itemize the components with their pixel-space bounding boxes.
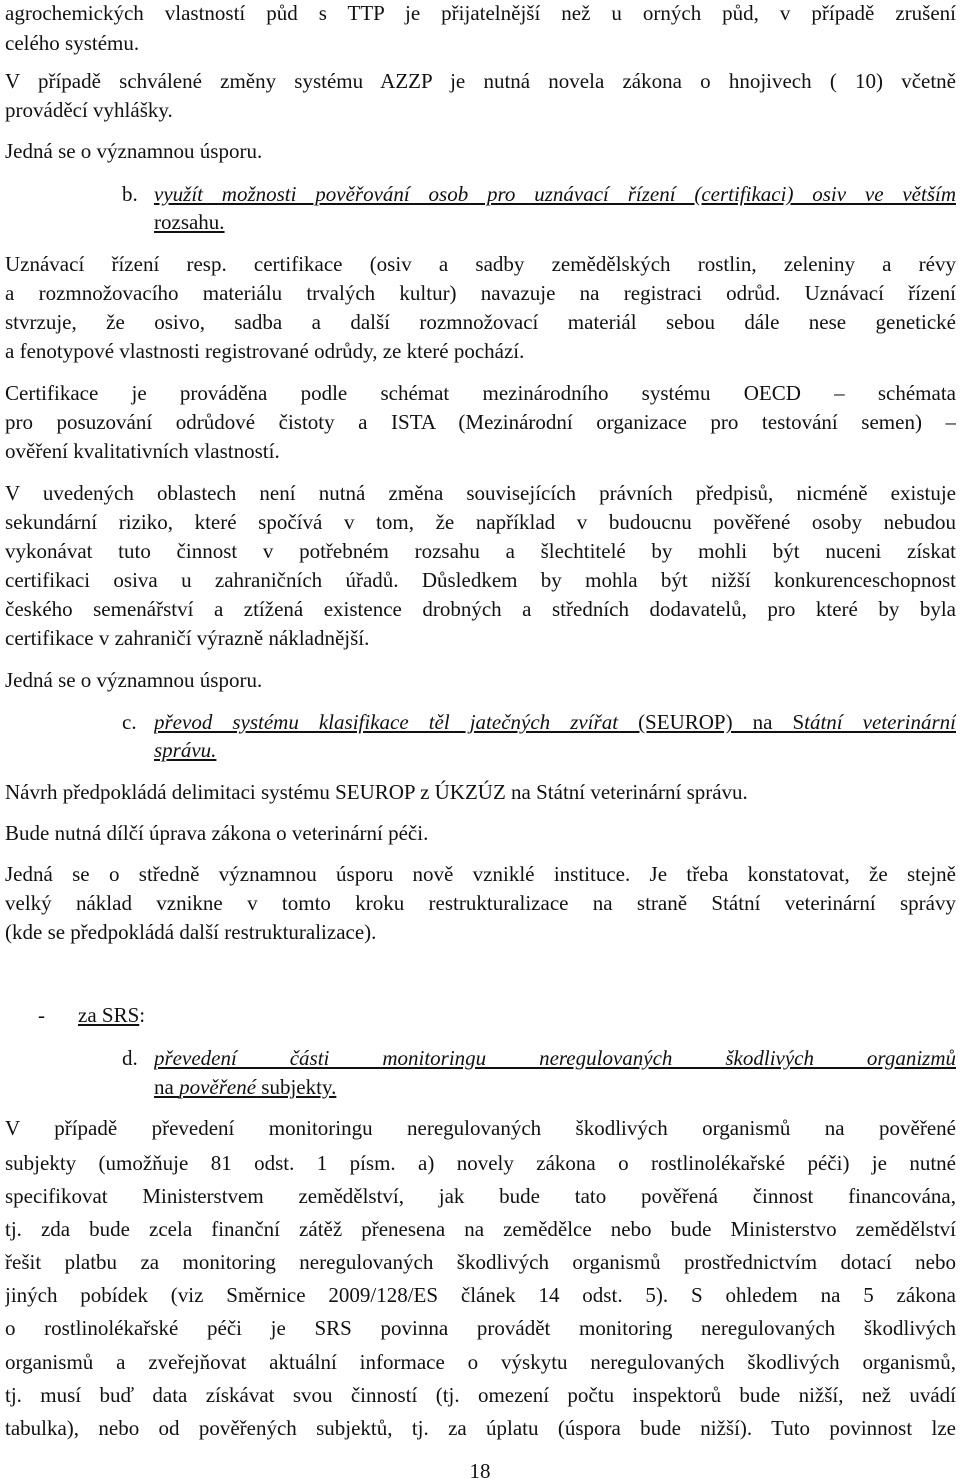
text-line: Návrh předpokládá delimitaci systému SEUROP z ÚKZÚZ na Státní veterinární správu. [5, 780, 748, 804]
text-line: Certifikace je prováděna podle schémat mezinárodního systému OECD – schémata [5, 381, 956, 405]
item-c-heading-part1: převod systému klasifikace těl jatečných zvířat [154, 710, 619, 734]
srs-heading-colon: : [139, 1003, 146, 1027]
text-line: sekundární riziko, které spočívá v tom, že například v budoucnu pověřené osoby nebudou [5, 510, 956, 534]
text-line: tj. zda bude zcela finanční zátěž přenesena na zemědělce nebo bude Ministerstvo zemědělství [5, 1217, 956, 1241]
text-line: stvrzuje, že osivo, sadba a další rozmnožovací materiál sebou dále nese genetické [5, 310, 956, 334]
text-line: Bude nutná dílčí úprava zákona o veterinární péči. [5, 821, 429, 845]
item-d-heading-line1: převedení části monitoringu neregulovaných škodlivých organizmů [154, 1046, 956, 1070]
item-c-heading-part2: (SEUROP) na S [618, 710, 805, 734]
text-line: jiných pobídek (viz Směrnice 2009/128/ES článek 14 odst. 5). S ohledem na 5 zákona [5, 1283, 956, 1307]
text-line: Jedná se o významnou úsporu. [5, 139, 263, 163]
text-line: certifikaci osiva u zahraničních úřadů. Důsledkem by mohla být nižší konkurenceschopnost [5, 568, 956, 592]
text-line: o rostlinolékařské péči je SRS povinna provádět monitoring neregulovaných škodlivých [5, 1316, 956, 1340]
list-dash: - [38, 1003, 45, 1027]
item-c-letter: c. [122, 710, 137, 734]
item-d-heading-line2 [154, 1074, 336, 1100]
text-line: organismů a zveřejňovat aktuální informace o výskytu neregulovaných škodlivých organismů, [5, 1350, 956, 1374]
srs-heading-label: za SRS [78, 1003, 140, 1027]
text-line: tj. musí buď data získávat svou činností (tj. omezení počtu inspektorů bude nižší, než uvádí [5, 1383, 956, 1407]
item-d-heading-part3: subjekty. [256, 1075, 337, 1099]
text-line: specifikovat Ministerstvem zemědělství, jak bude tato pověřená činnost financována, [5, 1184, 956, 1208]
text-line: pro posuzování odrůdové čistoty a ISTA (Mezinárodní organizace pro testování semen) – [5, 410, 956, 434]
text-line: řešit platbu za monitoring neregulovaných škodlivých organismů prostřednictvím dotací nebo [5, 1250, 956, 1274]
text-line: V uvedených oblastech není nutná změna souvisejících právních předpisů, nicméně existuje [5, 481, 956, 505]
text-line: ověření kvalitativních vlastností. [5, 439, 280, 463]
text-line: V případě převedení monitoringu neregulovaných škodlivých organismů na pověřené [5, 1116, 956, 1140]
text-line: vykonávat tuto činnost v potřebném rozsahu a šlechtitelé by mohli být nuceni získat [5, 539, 956, 563]
item-d-heading-part1: na [154, 1075, 180, 1099]
text-line: prováděcí vyhlášky. [5, 98, 173, 122]
item-b-letter: b. [122, 182, 138, 206]
text-line: V případě schválené změny systému AZZP je nutná novela zákona o hnojivech ( 10) včetně [5, 69, 956, 93]
text-line: subjekty (umožňuje 81 odst. 1 písm. a) novely zákona o rostlinolékařské péči) je nutné [5, 1151, 956, 1175]
text-line: Jedná se o středně významnou úsporu nově vzniklé instituce. Je třeba konstatovat, že stejně [5, 862, 956, 886]
text-line: celého systému. [5, 31, 140, 55]
item-d-letter: d. [122, 1046, 138, 1070]
text-line: českého semenářství a ztížená existence drobných a středních dodavatelů, pro které by byla [5, 597, 956, 621]
page-number: 18 [469, 1459, 491, 1483]
text-line: tabulka), nebo od pověřených subjektů, tj. za úplatu (úspora bude nižší). Tuto povinnost lze [5, 1416, 956, 1440]
text-line: (kde se předpokládá další restrukturalizace). [5, 920, 377, 944]
text-line: a fenotypové vlastnosti registrované odrůdy, ze které pochází. [5, 339, 525, 363]
item-c-heading-line1 [154, 709, 956, 735]
srs-heading [78, 1002, 145, 1028]
item-d-heading-part2: pověřené [179, 1075, 257, 1099]
text-line: certifikace v zahraničí výrazně nákladnější. [5, 626, 370, 650]
text-line: a rozmnožovacího materiálu trvalých kultur) navazuje na registraci odrůd. Uznávací řízení [5, 281, 956, 305]
item-b-heading-line2: rozsahu. [154, 210, 225, 234]
item-b-heading-line1: využít možnosti pověřování osob pro uznávací řízení (certifikaci) osiv ve větším [154, 182, 956, 206]
text-line: Jedná se o významnou úsporu. [5, 668, 263, 692]
item-c-heading-part3: tátní veterinární [804, 710, 956, 734]
item-c-heading-line2: správu. [154, 738, 217, 762]
text-line: velký náklad vznikne v tomto kroku restrukturalizace na straně Státní veterinární správy [5, 891, 956, 915]
text-line: agrochemických vlastností půd s TTP je přijatelnější než u orných půd, v případě zrušení [5, 1, 956, 25]
text-line: Uznávací řízení resp. certifikace (osiv a sadby zemědělských rostlin, zeleniny a révy [5, 252, 956, 276]
